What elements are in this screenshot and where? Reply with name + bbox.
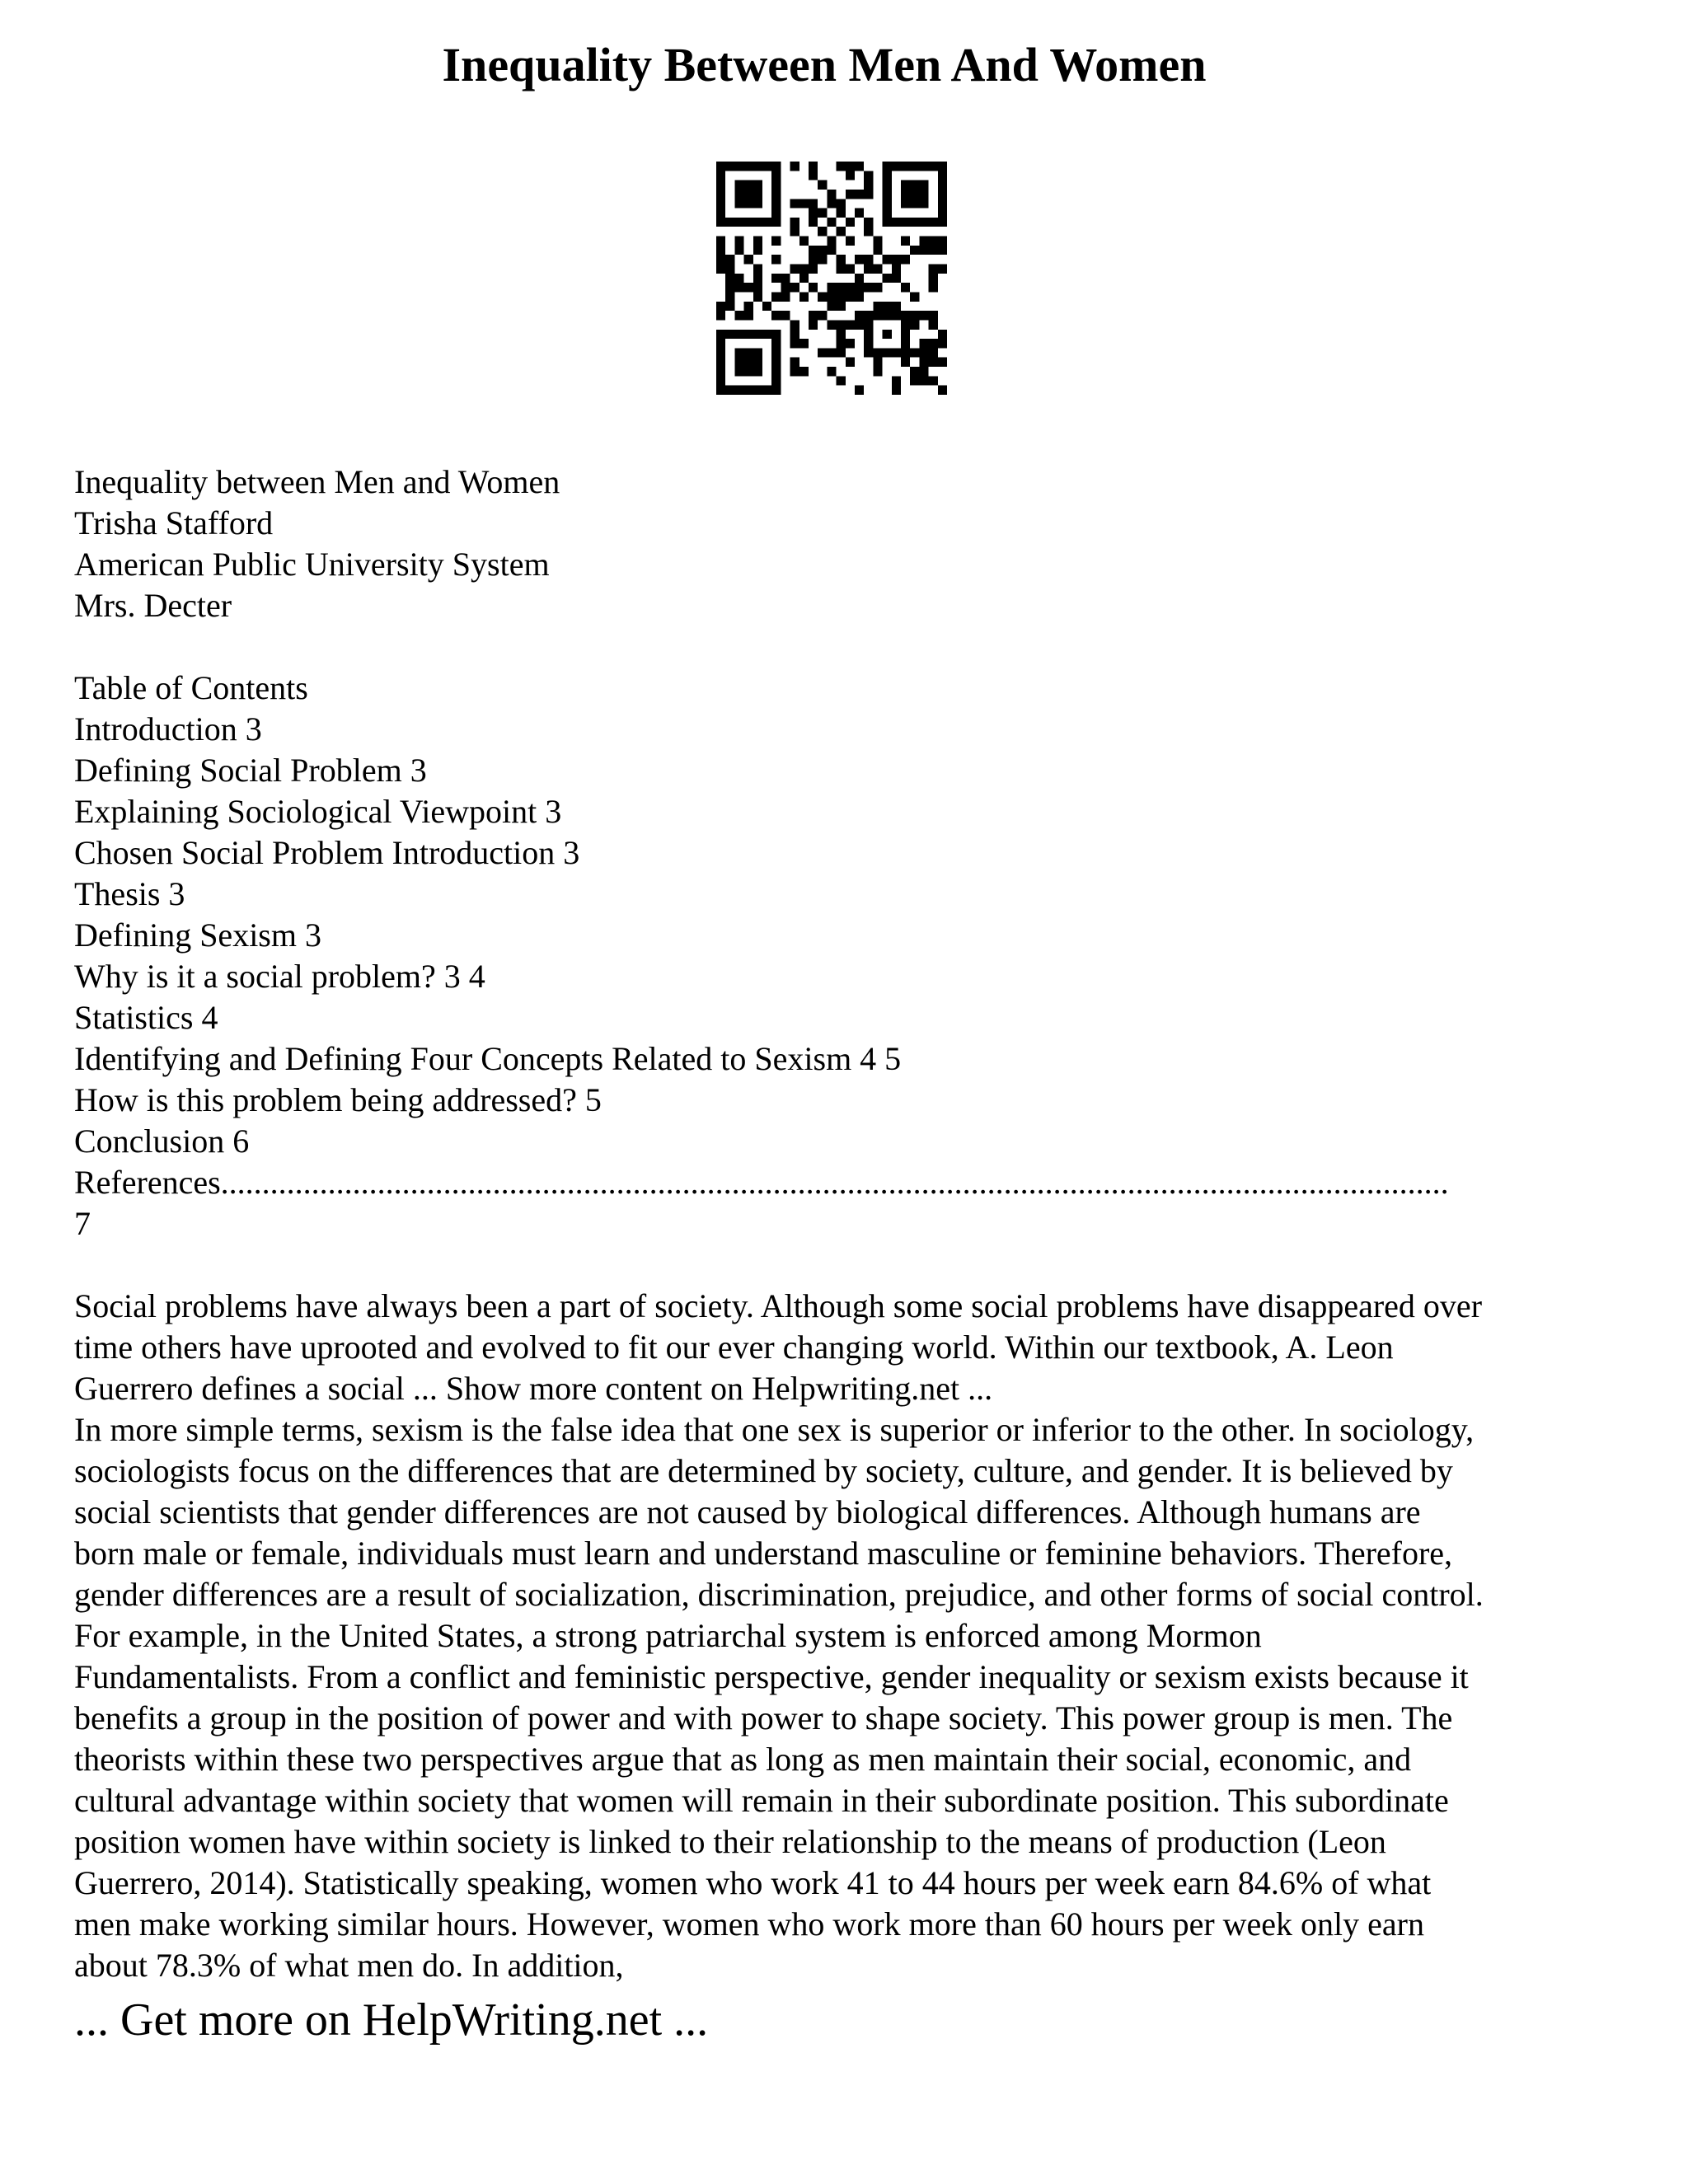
instructor-name: Mrs. Decter: [74, 587, 232, 624]
body-line: In more simple terms, sexism is the false idea that one sex is superior or inferior to the other. In sociology,: [74, 1411, 1475, 1448]
toc-entry: Explaining Sociological Viewpoint 3: [74, 793, 562, 830]
body-line: Guerrero defines a social ... Show more content on Helpwriting.net ...: [74, 1370, 993, 1407]
toc-entry: Defining Social Problem 3: [74, 752, 427, 789]
author-info: [74, 462, 560, 626]
toc-references-page: 7: [74, 1205, 91, 1242]
body-line: sociologists focus on the differences that are determined by society, culture, and gender. It is believed by: [74, 1452, 1453, 1489]
body-line: position women have within society is linked to their relationship to the means of production (Leon: [74, 1823, 1386, 1860]
toc-heading: Table of Contents: [74, 669, 308, 706]
body-line: theorists within these two perspectives argue that as long as men maintain their social, economic, and: [74, 1741, 1412, 1778]
body-line: social scientists that gender differences are not caused by biological differences. Although humans are: [74, 1493, 1421, 1530]
toc-entry: Thesis 3: [74, 875, 185, 912]
toc-entry: Why is it a social problem? 3 4: [74, 958, 485, 995]
body-line: gender differences are a result of socialization, discrimination, prejudice, and other forms of social control.: [74, 1576, 1484, 1613]
toc-entry: How is this problem being addressed? 5: [74, 1081, 602, 1118]
body-line: Guerrero, 2014). Statistically speaking, women who work 41 to 44 hours per week earn 84.6% of what: [74, 1864, 1432, 1901]
institution-name: American Public University System: [74, 546, 550, 583]
toc-entry: Conclusion 6: [74, 1122, 250, 1160]
toc-entry: Chosen Social Problem Introduction 3: [74, 834, 580, 871]
table-of-contents: [74, 668, 1673, 1244]
body-line: cultural advantage within society that women will remain in their subordinate position. This subordinate: [74, 1782, 1449, 1819]
get-more-link[interactable]: ... Get more on HelpWriting.net ...: [74, 1994, 709, 2046]
body-line: about 78.3% of what men do. In addition,: [74, 1947, 624, 1984]
toc-entry: Introduction 3: [74, 710, 262, 748]
essay-body: [74, 1286, 1607, 1986]
body-line: Social problems have always been a part of society. Although some social problems have disappeared over: [74, 1287, 1483, 1324]
page-title: Inequality Between Men And Women: [442, 38, 1207, 91]
qr-code-icon: [716, 162, 947, 395]
body-line: For example, in the United States, a strong patriarchal system is enforced among Mormon: [74, 1617, 1262, 1654]
toc-entry: Identifying and Defining Four Concepts Related to Sexism 4 5: [74, 1040, 902, 1077]
toc-entry: Statistics 4: [74, 999, 218, 1036]
toc-entry: Defining Sexism 3: [74, 916, 321, 954]
body-line: men make working similar hours. However, women who work more than 60 hours per week only earn: [74, 1905, 1424, 1943]
body-line: born male or female, individuals must learn and understand masculine or feminine behaviors. Therefore,: [74, 1535, 1453, 1572]
body-line: benefits a group in the position of power and with power to shape society. This power group is men. The: [74, 1699, 1453, 1736]
paper-title: Inequality between Men and Women: [74, 463, 560, 500]
body-line: Fundamentalists. From a conflict and feministic perspective, gender inequality or sexism exists because it: [74, 1658, 1469, 1695]
toc-references-entry: References.....................................................................................................................................................: [74, 1164, 1449, 1201]
author-name: Trisha Stafford: [74, 504, 274, 541]
body-line: time others have uprooted and evolved to fit our ever changing world. Within our textbook, A. Leon: [74, 1329, 1394, 1366]
